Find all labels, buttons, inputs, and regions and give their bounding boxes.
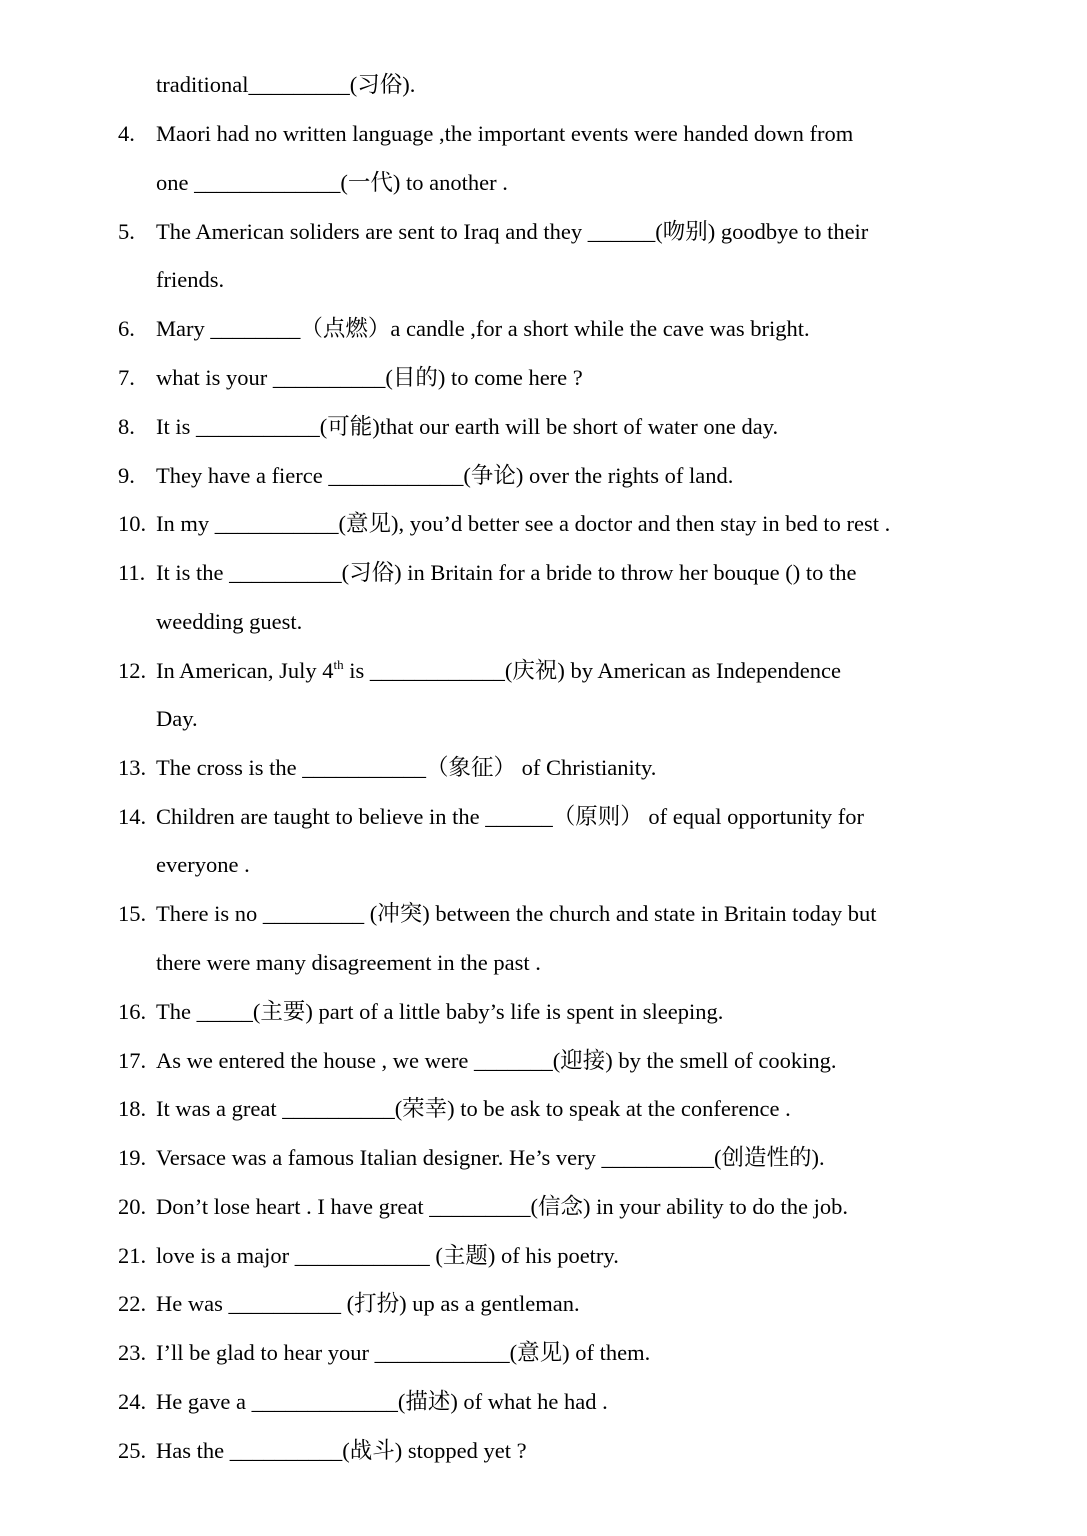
exercise-text: friends. <box>156 267 225 292</box>
exercise-number: 17. <box>118 1048 147 1073</box>
exercise-number: 8. <box>118 414 135 439</box>
exercise-number: 24. <box>118 1389 147 1414</box>
exercise-number: 10. <box>118 511 147 536</box>
exercise-number: 25. <box>118 1438 147 1463</box>
exercise-number: 19. <box>118 1145 147 1170</box>
exercise-text: They have a fierce ____________(争论) over the rights of land. <box>156 463 734 488</box>
exercise-text: there were many disagreement in the past . <box>156 950 541 975</box>
exercise-number: 23. <box>118 1340 147 1365</box>
ordinal-superscript: th <box>333 657 344 672</box>
exercise-number: 11. <box>118 560 146 585</box>
exercise-text: Day. <box>156 706 198 731</box>
text-after-superscript: is ____________(庆祝) by American as Independence <box>343 658 841 683</box>
exercise-number: 9. <box>118 463 135 488</box>
exercise-text: There is no _________ (冲突) between the church and state in Britain today but <box>156 901 877 926</box>
exercise-text: He gave a _____________(描述) of what he had . <box>156 1389 608 1414</box>
exercise-text: He was __________ (打扮) up as a gentleman. <box>156 1291 580 1316</box>
exercise-number: 20. <box>118 1194 147 1219</box>
exercise-text: love is a major ____________ (主题) of his poetry. <box>156 1243 619 1268</box>
exercise-text: It was a great __________(荣幸) to be ask to speak at the conference . <box>156 1096 791 1121</box>
exercise-text: Has the __________(战斗) stopped yet ? <box>156 1438 527 1463</box>
exercise-text <box>156 656 841 686</box>
exercise-number: 16. <box>118 999 147 1024</box>
exercise-text: one _____________(一代) to another . <box>156 170 508 195</box>
exercise-text: As we entered the house , we were _______(迎接) by the smell of cooking. <box>156 1048 837 1073</box>
exercise-text: what is your __________(目的) to come here ? <box>156 365 583 390</box>
exercise-number: 6. <box>118 316 135 341</box>
exercise-text: Don’t lose heart . I have great _________(信念) in your ability to do the job. <box>156 1194 848 1219</box>
exercise-text: weedding guest. <box>156 609 303 634</box>
exercise-number: 4. <box>118 121 135 146</box>
exercise-number: 22. <box>118 1291 147 1316</box>
exercise-text: I’ll be glad to hear your ____________(意见) of them. <box>156 1340 651 1365</box>
exercise-text: Mary ________（点燃）a candle ,for a short while the cave was bright. <box>156 316 810 341</box>
exercise-number: 15. <box>118 901 147 926</box>
exercise-text: The _____(主要) part of a little baby’s life is spent in sleeping. <box>156 999 724 1024</box>
exercise-number: 5. <box>118 219 135 244</box>
exercise-number: 12. <box>118 658 147 683</box>
exercise-text: It is ___________(可能)that our earth will be short of water one day. <box>156 414 779 439</box>
exercise-text: traditional_________(习俗). <box>156 72 416 97</box>
exercise-text: In my ___________(意见), you’d better see a doctor and then stay in bed to rest . <box>156 511 891 536</box>
exercise-number: 14. <box>118 804 147 829</box>
exercise-text: Maori had no written language ,the important events were handed down from <box>156 121 854 146</box>
exercise-number: 13. <box>118 755 147 780</box>
text-before-superscript: In American, July 4 <box>156 658 334 683</box>
exercise-text: everyone . <box>156 852 250 877</box>
exercise-text: Versace was a famous Italian designer. He’s very __________(创造性的). <box>156 1145 825 1170</box>
exercise-text: It is the __________(习俗) in Britain for a bride to throw her bouque () to the <box>156 560 857 585</box>
exercise-text: The American soliders are sent to Iraq and they ______(吻别) goodbye to their <box>156 219 869 244</box>
exercise-text: Children are taught to believe in the ______（原则） of equal opportunity for <box>156 804 864 829</box>
exercise-text: The cross is the ___________（象征） of Christianity. <box>156 755 657 780</box>
exercise-number: 21. <box>118 1243 147 1268</box>
exercise-number: 18. <box>118 1096 147 1121</box>
exercise-number: 7. <box>118 365 135 390</box>
